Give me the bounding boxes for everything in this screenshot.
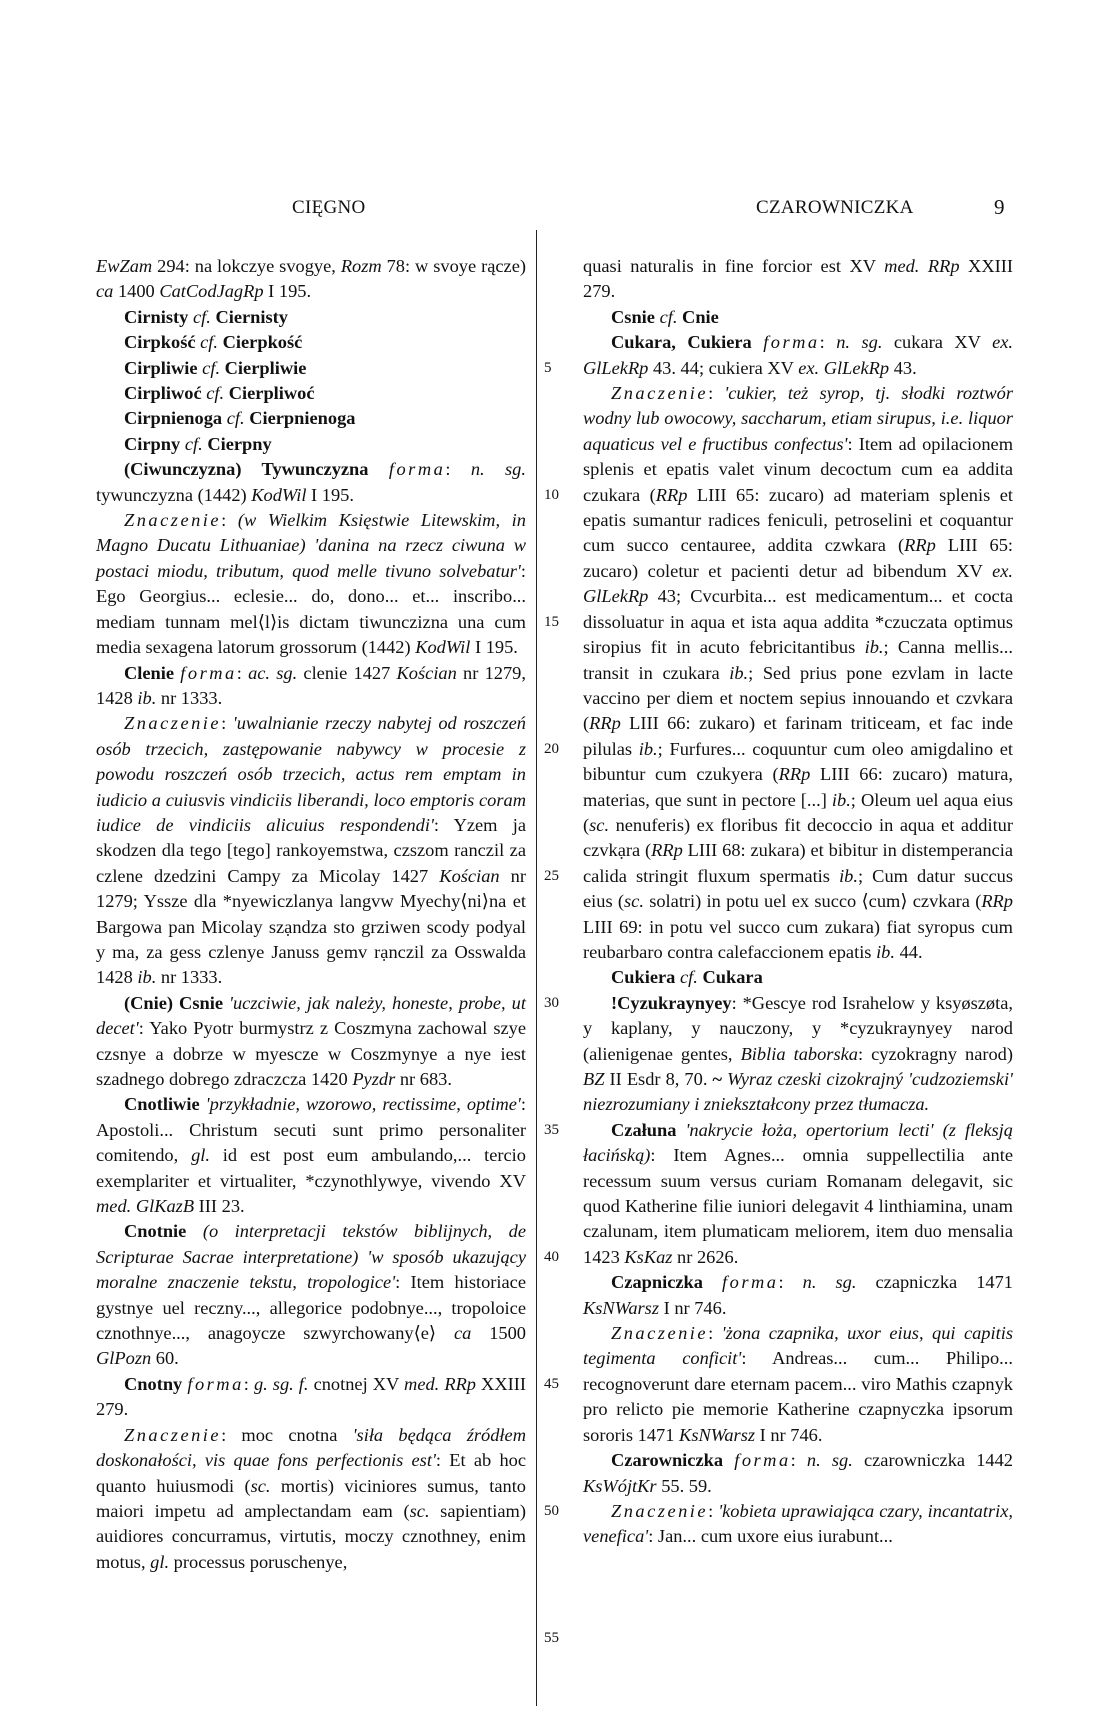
dictionary-entry: Cukiera cf. Cukara [611, 967, 763, 988]
dictionary-entry: Znaczenie: moc cnotna 'siła będąca źródłem doskonałości, vis quae fons perfectionis est': Et ab hoc quanto huiusmodi (sc. mortis) viciniores sumus, tanto maiori impetu ad amplectandam eam (sc. sapientiam) auidiores concurramus, virtutis, moczy cznothney, enim motus, gl. processus poruschenye, [96, 1424, 526, 1572]
dictionary-entry: Cirpliwoć cf. Cierpliwoć [124, 383, 315, 404]
dictionary-entry: Znaczenie: 'cukier, też syrop, tj. słodki roztwór wodny lub owocowy, saccharum, etiam sirupus, i.e. liquor aquaticus vel e fructibus confectus': Item ad opilacionem splenis et epatis valet vinum decoctum cum ea addita czukara (RRp LIII 65: zucaro) ad materiam splenis et epatis sumantur radices feniculi, petroselini et coquantur cum succo centauree, addita czwkara (RRp LIII 65: zucaro) coletur et pacienti detur ad bibendum XV ex. GlLekRp 43; Cvcurbita... est medicamentum... et cocta dissoluatur in aqua et ista aqua addita *czuczata optimus siropius fit in acuto febricitantibus ib.; Canna mellis... transit in czukara ib.; Sed prius pone ezvlam in lacte vaccino per diem et noctem sepius innouando et czvkara (RRp LIII 66: zukaro) et farinam triticeam, et fac inde pilulas ib.; Furfures... coquuntur cum oleo amigdalino et bibuntur cum czukyera (RRp LIII 66: zucaro) matura, materias, que sunt in pectore [...] ib.; Oleum uel aqua eius (sc. nenuferis) ex floribus fit decoccio in aqua et additur czvkạra (RRp LIII 68: zukara) et bibitur in distemperancia calida stringit fluxum spermatis ib.; Cum datur succus eius (sc. solatri) in potu uel ex succo ⟨cum⟩ czvkara (RRp LIII 69: in potu vel succo cum zukara) fiat syropus cum reubarbaro contra calefaccionem epatis ib. 44. [583, 383, 1014, 962]
line-number: 20 [544, 740, 559, 757]
dictionary-entry: !Cyzukraynyey: *Gescye rod Israhelow y ksyøszøta, y kaplany, y nauczony, y *cyzukraynyey narod (alienigenae gentes, Biblia taborska: cyzokragny narod) BZ II Esdr 8, 70. ~ Wyraz czeski cizokrajný 'cudzoziemski' niezrozumiany i zniekształcony przez tłumacza. [583, 992, 1013, 1115]
running-head-right: CZAROWNICZKA [756, 197, 914, 218]
dictionary-entry: Czarowniczka forma: n. sg. czarowniczka 1442 KsWójtKr 55. 59. [583, 1450, 1013, 1496]
dictionary-entry: Czapniczka forma: n. sg. czapniczka 1471 KsNWarsz I nr 746. [583, 1272, 1014, 1318]
dictionary-entry: quasi naturalis in fine forcior est XV med. RRp XXIII 279. [583, 256, 1013, 302]
line-number: 5 [544, 359, 552, 376]
dictionary-entry: Znaczenie: 'kobieta uprawiająca czary, incantatrix, venefica': Jan... cum uxore eius iurabunt... [583, 1500, 1013, 1547]
line-number: 50 [544, 1502, 559, 1519]
dictionary-entry: Znaczenie: 'uwalnianie rzeczy nabytej od roszczeń osób trzecich, zastępowanie nabywcy w procesie z powodu roszczeń osób trzecich, actus rem emptam in iudicio a cuiusvis vindiciis liberandi, loco emptoris coram iudice de vindiciis alicuius respondendi': Yzem ja skodzen dla tego [tego] rankoyemstwa, czszom ranczil za czlene dzedzini Campy za Micolay 1427 Kościan nr 1279; Yssze dla *nyewiczlanya langvw Myechy⟨ni⟩na et Bargowa pan Micolay szạndza sto grziwen scody podyal y ma, za gess czlenye Januss gemv rạnczil za Osswalda 1428 ib. nr 1333. [96, 713, 526, 988]
column-divider [536, 230, 537, 1706]
dictionary-entry: Cukara, Cukiera forma: n. sg. cukara XV ex. GlLekRp 43. 44; cukiera XV ex. GlLekRp 43. [583, 332, 1013, 378]
line-number: 40 [544, 1248, 559, 1265]
line-number: 15 [544, 613, 559, 630]
dictionary-entry: Cirpnienoga cf. Cierpnienoga [124, 408, 356, 429]
dictionary-entry: (Cnie) Csnie 'uczciwie, jak należy, honeste, probe, ut decet': Yako Pyotr burmystrz z Coszmyna zachowal szye czsnye a dobrze w myescze w Coszmynye a nye iest szadnego dobrego zdraczcza 1420 Pyzdr nr 683. [96, 992, 526, 1089]
dictionary-entry: Cnotliwie 'przykładnie, wzorowo, rectissime, optime': Apostoli... Christum secuti sunt primo personaliter comitendo, gl. id est post eum ambulando,... tercio exemplariter et virtualiter, *czynothlywye, vivendo XV med. GlKazB III 23. [96, 1094, 526, 1217]
line-number: 35 [544, 1121, 559, 1138]
dictionary-entry: Cirpkość cf. Cierpkość [124, 332, 303, 353]
line-number: 30 [544, 994, 559, 1011]
dictionary-entry: Cirpliwie cf. Cierpliwie [124, 357, 307, 378]
dictionary-entry: Clenie forma: ac. sg. clenie 1427 Kościan nr 1279, 1428 ib. nr 1333. [96, 662, 526, 708]
left-column [96, 254, 526, 1575]
dictionary-entry: Znaczenie: 'żona czapnika, uxor eius, qui capitis tegimenta conficit': Andreas... cum... Philipo... recognoverunt dare eternam pacem... viro Mathis czapnyk pro relicto pie memorie Katherine czapnyczka ipsorum sororis 1471 KsNWarsz I nr 746. [583, 1323, 1013, 1445]
page-number: 9 [994, 195, 1005, 219]
running-head-left: CIĘGNO [292, 197, 366, 218]
dictionary-entry: Znaczenie: (w Wielkim Księstwie Litewskim, in Magno Ducatu Lithuaniae) 'danina na rzecz ciwuna w postaci miodu, tributum, quod melle tivuno solvebatur': Ego Georgius... eclesie... do, dono... et... inscribo... mediam tunnam mel⟨l⟩is dictam tiwunczizna una cum media sexagena latorum grossorum (1442) KodWil I 195. [96, 510, 526, 658]
dictionary-entry: Cnotny forma: g. sg. f. cnotnej XV med. RRp XXIII 279. [96, 1373, 526, 1420]
line-number: 25 [544, 867, 559, 884]
dictionary-entry: Czałuna 'nakrycie łoża, opertorium lecti' (z fleksją łacińską): Item Agnes... omnia suppellectilia ante recessum suum versus curiam Romanam delegavit, sic quod Katherine filie iuniori delegavit 4 linthiamina, unam czalunam, item plumaticam meliorem, item duo mensalia 1423 KsKaz nr 2626. [583, 1119, 1013, 1267]
dictionary-entry: (Ciwunczyzna) Tywunczyzna forma: n. sg. tywunczyzna (1442) KodWil I 195. [96, 459, 526, 505]
line-number: 55 [544, 1629, 559, 1646]
right-column [583, 254, 1013, 1550]
dictionary-entry: Cirpny cf. Cierpny [124, 433, 272, 454]
dictionary-entry: Cirnisty cf. Ciernisty [124, 306, 288, 327]
line-number: 45 [544, 1375, 559, 1392]
dictionary-entry: Csnie cf. Cnie [611, 306, 719, 327]
line-number: 10 [544, 486, 559, 503]
dictionary-entry: EwZam 294: na lokczye svogye, Rozm 78: w svoye rącze) ca 1400 CatCodJagRp I 195. [96, 256, 526, 302]
dictionary-entry: Cnotnie (o interpretacji tekstów biblijnych, de Scripturae Sacrae interpretatione) 'w sposób ukazujący moralne znaczenie tekstu, tropologice': Item historiace gystnye uel reczny..., allegorice podobnye..., tropoloice cznothnye..., anagoycze szwyrchowany⟨e⟩ ca 1500 GlPozn 60. [96, 1221, 527, 1369]
